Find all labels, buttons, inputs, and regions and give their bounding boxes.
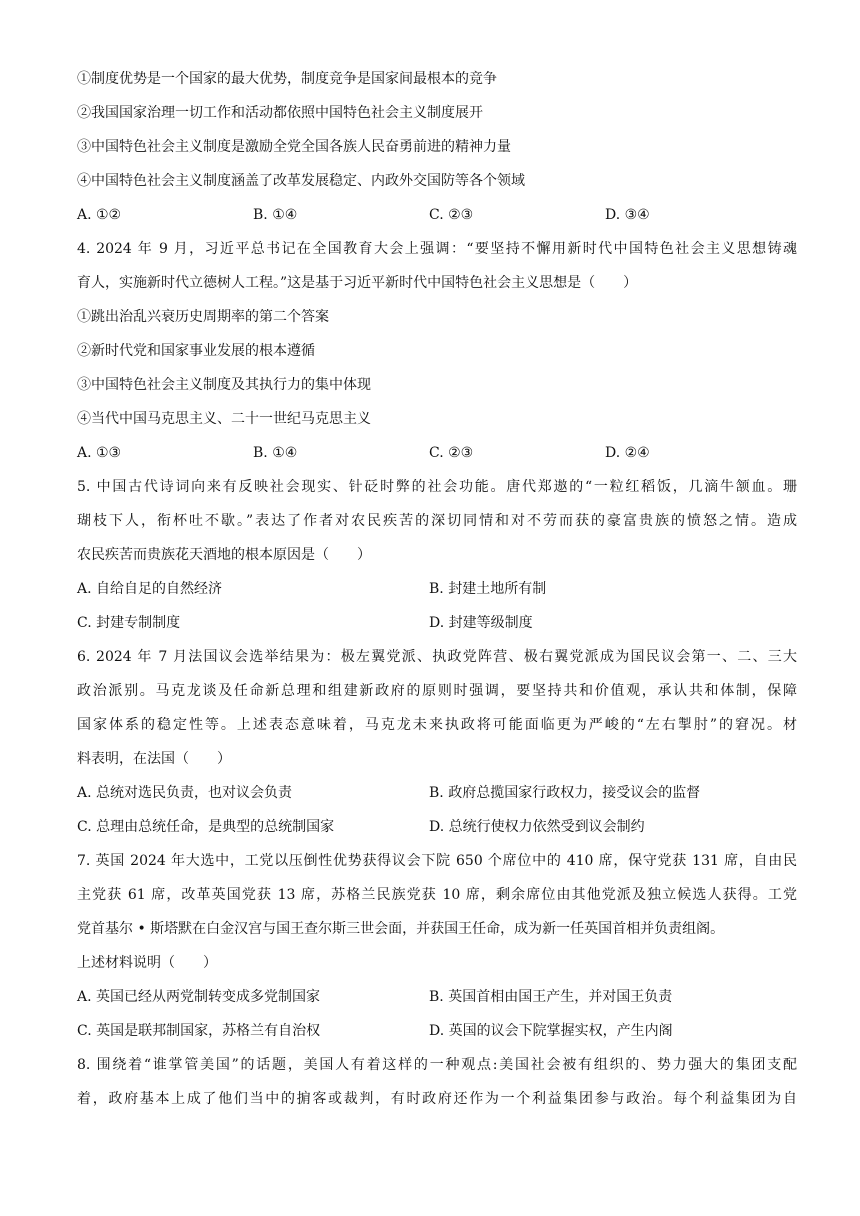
q3-options — [77, 198, 797, 232]
question-7 — [77, 844, 797, 1048]
q3-option-c: C. ②③ — [429, 207, 474, 223]
q5-stem-line-3: 农民疾苦而贵族花天酒地的根本原因是（ ） — [77, 547, 371, 563]
q7-stem-line-4: 上述材料说明（ ） — [77, 955, 217, 971]
question-6 — [77, 640, 797, 844]
q6-option-c: C. 总理由总统任命，是典型的总统制国家 — [77, 819, 335, 835]
q4-item-2: ②新时代党和国家事业发展的根本遵循 — [77, 343, 315, 359]
q3-option-a: A. ①② — [77, 207, 122, 223]
q6-option-b: B. 政府总揽国家行政权力，接受议会的监督 — [429, 785, 701, 801]
q4-option-b: B. ①④ — [253, 445, 298, 461]
q6-stem-line-3: 国家体系的稳定性等。上述表态意味着，马克龙未来执政将可能面临更为严峻的“左右掣肘”的窘况。材 — [77, 717, 797, 733]
q4-options — [77, 436, 797, 470]
q6-stem-line-1: 6. 2024 年 7 月法国议会选举结果为：极左翼党派、执政党阵营、极右翼党派成为国民议会第一、二、三大 — [77, 649, 797, 665]
q8-stem-line-1: 8. 围绕着“谁掌管美国”的话题，美国人有着这样的一种观点:美国社会被有组织的、势力强大的集团支配 — [77, 1057, 797, 1073]
q7-option-c: C. 英国是联邦制国家，苏格兰有自治权 — [77, 1023, 321, 1039]
q5-option-c: C. 封建专制制度 — [77, 615, 181, 631]
q4-item-3: ③中国特色社会主义制度及其执行力的集中体现 — [77, 377, 371, 393]
q6-options-row-1 — [77, 776, 797, 810]
q8-stem-line-2: 着，政府基本上成了他们当中的掮客或裁判，有时政府还作为一个利益集团参与政治。每个利益集团为自 — [77, 1091, 797, 1107]
q4-option-a: A. ①③ — [77, 445, 122, 461]
q5-stem-line-2: 瑚枝下人，衔杯吐不歇。”表达了作者对农民疾苦的深切同情和对不劳而获的豪富贵族的愤怒之情。造成 — [77, 513, 797, 529]
q3-item-1: ①制度优势是一个国家的最大优势，制度竞争是国家间最根本的竞争 — [77, 71, 497, 87]
q3-item-3: ③中国特色社会主义制度是激励全党全国各族人民奋勇前进的精神力量 — [77, 139, 511, 155]
q5-stem-line-1: 5. 中国古代诗词向来有反映社会现实、针砭时弊的社会功能。唐代郑遨的“一粒红稻饭，几滴牛颔血。珊 — [77, 479, 797, 495]
question-3 — [77, 62, 797, 232]
q4-item-1: ①跳出治乱兴衰历史周期率的第二个答案 — [77, 309, 329, 325]
question-4 — [77, 232, 797, 470]
q5-option-a: A. 自给自足的自然经济 — [77, 581, 223, 597]
q6-option-a: A. 总统对选民负责，也对议会负责 — [77, 785, 293, 801]
q3-item-4: ④中国特色社会主义制度涵盖了改革发展稳定、内政外交国防等各个领域 — [77, 173, 525, 189]
q5-option-d: D. 封建等级制度 — [429, 615, 533, 631]
q6-option-d: D. 总统行使权力依然受到议会制约 — [429, 819, 645, 835]
q7-options-row-2 — [77, 1014, 797, 1048]
q4-item-4: ④当代中国马克思主义、二十一世纪马克思主义 — [77, 411, 371, 427]
question-5 — [77, 470, 797, 640]
exam-page — [77, 62, 797, 1116]
q7-stem-line-2: 主党获 61 席，改革英国党获 13 席，苏格兰民族党获 10 席，剩余席位由其他党派及独立候选人获得。工党 — [77, 887, 797, 903]
q6-stem-line-4: 料表明，在法国（ ） — [77, 751, 231, 767]
q3-option-d: D. ③④ — [605, 207, 650, 223]
q3-option-b: B. ①④ — [253, 207, 298, 223]
q7-option-d: D. 英国的议会下院掌握实权，产生内阁 — [429, 1023, 673, 1039]
q4-option-d: D. ②④ — [605, 445, 650, 461]
q7-options-row-1 — [77, 980, 797, 1014]
q5-option-b: B. 封建土地所有制 — [429, 581, 547, 597]
q7-option-b: B. 英国首相由国王产生，并对国王负责 — [429, 989, 673, 1005]
q4-stem-line-1: 4. 2024 年 9 月，习近平总书记在全国教育大会上强调：“要坚持不懈用新时代中国特色社会主义思想铸魂 — [77, 241, 797, 257]
q6-options-row-2 — [77, 810, 797, 844]
q4-option-c: C. ②③ — [429, 445, 474, 461]
q7-stem-line-3: 党首基尔 • 斯塔默在白金汉宫与国王查尔斯三世会面，并获国王任命，成为新一任英国首相并负责组阁。 — [77, 921, 725, 937]
q4-stem-line-2: 育人，实施新时代立德树人工程。”这是基于习近平新时代中国特色社会主义思想是（ ） — [77, 275, 638, 291]
q5-options-row-2 — [77, 606, 797, 640]
question-8 — [77, 1048, 797, 1116]
q7-stem-line-1: 7. 英国 2024 年大选中，工党以压倒性优势获得议会下院 650 个席位中的 410 席，保守党获 131 席，自由民 — [77, 853, 797, 869]
q3-item-2: ②我国国家治理一切工作和活动都依照中国特色社会主义制度展开 — [77, 105, 483, 121]
q6-stem-line-2: 政治派别。马克龙谈及任命新总理和组建新政府的原则时强调，要坚持共和价值观，承认共和体制，保障 — [77, 683, 797, 699]
q5-options-row-1 — [77, 572, 797, 606]
q7-option-a: A. 英国已经从两党制转变成多党制国家 — [77, 989, 321, 1005]
